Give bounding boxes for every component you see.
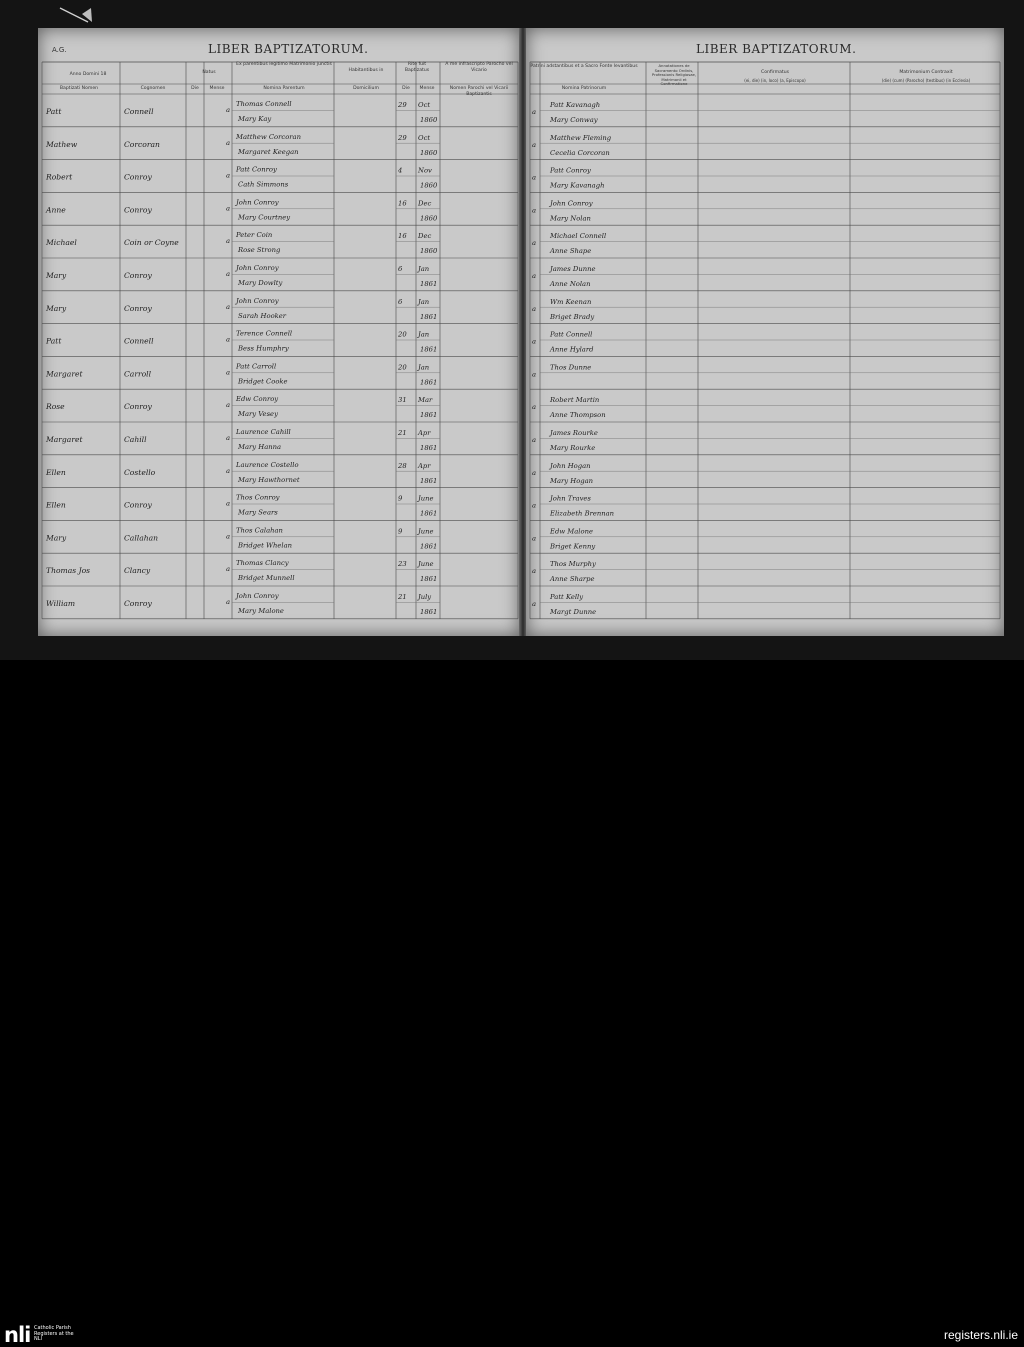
header-baptizati: Baptizati Nomen: [59, 86, 99, 91]
baptized-surname: Connell: [124, 336, 154, 346]
father-name: John Conroy: [236, 296, 279, 305]
header-anno: Anno Domini 18: [69, 72, 107, 77]
sponsor-1: John Traves: [550, 494, 591, 503]
header-ritu: Rite fuit Baptizatus: [404, 62, 430, 73]
baptism-day: 28: [398, 461, 407, 470]
sponsor-2: Anne Hylard: [550, 345, 594, 354]
baptism-year: 1861: [420, 575, 438, 584]
baptism-day: 4: [398, 166, 403, 175]
baptism-year: 1861: [420, 542, 438, 551]
ditto-mark: a: [532, 468, 537, 477]
baptism-day: 9: [398, 527, 403, 536]
header-ritu-die: Die: [402, 86, 410, 91]
mother-name: Bridget Whelan: [238, 541, 293, 550]
ditto-mark: a: [226, 434, 231, 442]
ditto-mark: a: [532, 600, 537, 608]
mother-name: Mary Courtney: [238, 213, 291, 222]
left-page: [38, 28, 520, 636]
ditto-mark: a: [532, 501, 537, 510]
ditto-mark: a: [532, 206, 537, 215]
baptized-surname: Conroy: [124, 271, 152, 280]
baptized-name: Rose: [46, 402, 65, 412]
baptism-month: Dec: [418, 199, 432, 208]
header-confirmatus-sub: (ei, die) (in, loco) (a, Episcopo): [744, 78, 806, 83]
baptism-month: Dec: [418, 232, 432, 241]
baptized-surname: Costello: [124, 467, 156, 477]
left-page-title: LIBER BAPTIZATORUM.: [208, 42, 369, 56]
mother-name: Bridget Cooke: [238, 377, 288, 386]
baptized-name: Mary: [46, 271, 67, 280]
sponsor-1: Patt Conroy: [550, 166, 591, 175]
header-cognomen: Cognomen: [140, 86, 166, 91]
ditto-mark: a: [532, 272, 537, 280]
ditto-mark: a: [226, 466, 231, 475]
baptism-month: Mar: [418, 396, 433, 405]
father-name: John Conroy: [236, 264, 279, 272]
sponsor-2: Anne Thompson: [550, 411, 606, 420]
mother-name: Mary Vesey: [238, 410, 278, 419]
baptism-month: June: [418, 494, 434, 503]
father-name: Terence Connell: [236, 329, 293, 338]
header-domicilium: Domicilium: [353, 86, 379, 91]
ditto-mark: a: [226, 204, 231, 213]
father-name: Peter Coin: [236, 231, 273, 240]
register-scan: [0, 0, 1024, 660]
father-name: Patt Carroll: [236, 362, 277, 371]
baptized-name: Mathew: [46, 139, 78, 149]
sponsor-2: Mary Rourke: [550, 444, 596, 452]
baptism-day: 21: [398, 593, 407, 601]
header-habitantibus: Habitantibus in: [348, 68, 384, 73]
sponsor-1: John Hogan: [550, 461, 591, 470]
baptism-day: 29: [398, 133, 407, 142]
ditto-mark: a: [532, 108, 537, 116]
father-name: Laurence Cahill: [236, 428, 291, 436]
baptism-year: 1860: [420, 181, 438, 190]
father-name: John Conroy: [236, 198, 279, 207]
sponsor-2: Cecelia Corcoran: [550, 148, 610, 157]
baptized-surname: Conroy: [124, 172, 152, 182]
header-matrimonium-sub: (die) (cum) (Parocho) (testibus) (in Ecclesia): [881, 78, 971, 83]
ditto-mark: a: [226, 106, 231, 114]
sponsor-2: Mary Conway: [550, 116, 598, 124]
sponsor-2: Mary Hogan: [550, 476, 594, 485]
nli-logo[interactable]: nli: [4, 1323, 31, 1347]
baptized-name: Ellen: [46, 467, 66, 477]
mother-name: Margaret Keegan: [238, 147, 299, 156]
mother-name: Bess Humphry: [238, 344, 289, 353]
baptism-day: 21: [398, 429, 407, 437]
mother-name: Mary Sears: [238, 508, 278, 517]
page-number: A.G.: [52, 46, 67, 54]
site-link[interactable]: registers.nli.ie: [943, 1328, 1018, 1342]
header-nomina-parentum: Nomina Parentum: [263, 86, 305, 91]
header-confirmatus: Confirmatus: [760, 70, 790, 75]
baptism-year: 1861: [420, 444, 438, 452]
header-a-me: A me infrascripto Parocho vel Vicario: [445, 62, 513, 73]
header-nomen-parochi: Nomen Parochi vel Vicarii Baptizantis: [449, 86, 509, 97]
sponsor-1: Robert Martin: [550, 396, 600, 405]
baptism-day: 29: [398, 101, 407, 109]
baptized-surname: Connell: [124, 107, 154, 116]
header-matrimonium: Matrimonium Contraxit: [899, 70, 953, 75]
header-patrini: Patrini adstantibus et a Sacro Fonte levantibus: [530, 64, 638, 69]
sponsor-2: Briget Kenny: [550, 542, 596, 551]
baptism-year: 1861: [420, 608, 438, 616]
sponsor-2: Anne Nolan: [550, 280, 591, 288]
baptism-day: 9: [398, 494, 403, 503]
ditto-mark: a: [226, 335, 231, 344]
baptism-month: June: [418, 560, 434, 569]
baptism-month: Jan: [418, 297, 430, 306]
baptized-name: William: [46, 599, 76, 608]
father-name: Edw Conroy: [236, 395, 279, 404]
ditto-mark: a: [226, 565, 231, 574]
right-page: [526, 28, 1004, 636]
mother-name: Mary Dowlty: [238, 279, 283, 287]
baptized-name: Patt: [46, 336, 62, 346]
ditto-mark: a: [226, 302, 231, 311]
baptism-month: Apr: [418, 429, 431, 437]
baptism-year: 1861: [420, 411, 438, 420]
baptized-surname: Callahan: [124, 533, 159, 543]
baptism-year: 1861: [420, 378, 438, 387]
baptized-name: Margaret: [46, 435, 83, 444]
baptized-name: Ellen: [46, 500, 66, 510]
baptized-surname: Clancy: [124, 566, 151, 576]
baptism-year: 1861: [420, 476, 438, 485]
baptism-day: 6: [398, 297, 403, 306]
sponsor-1: Edw Malone: [550, 527, 593, 536]
mother-name: Mary Malone: [238, 607, 284, 615]
baptism-year: 1861: [420, 312, 438, 321]
sponsor-2: Mary Nolan: [550, 214, 591, 223]
baptized-surname: Conroy: [124, 205, 152, 215]
baptized-name: Margaret: [46, 369, 83, 379]
mother-name: Mary Hawthornet: [238, 475, 300, 484]
baptized-name: Michael: [46, 238, 77, 248]
baptism-year: 1861: [420, 345, 438, 354]
ditto-mark: a: [532, 370, 537, 379]
sponsor-1: James Rourke: [550, 429, 598, 437]
header-die: Die: [191, 86, 199, 91]
ditto-mark: a: [532, 173, 537, 182]
sponsor-2: Anne Shape: [550, 247, 592, 256]
baptism-day: 16: [398, 232, 407, 241]
mother-name: Bridget Munnell: [238, 574, 295, 583]
baptism-day: 6: [398, 265, 403, 273]
baptized-surname: Cahill: [124, 435, 147, 444]
sponsor-2: Anne Sharpe: [550, 575, 595, 584]
baptism-year: 1861: [420, 509, 438, 518]
sponsor-2: Margt Dunne: [550, 608, 597, 616]
sponsor-1: John Conroy: [550, 199, 593, 208]
baptism-day: 16: [398, 199, 407, 208]
baptized-name: Mary: [46, 303, 67, 313]
right-page-title: LIBER BAPTIZATORUM.: [696, 42, 857, 56]
sponsor-1: Thos Dunne: [550, 363, 592, 372]
baptism-year: 1860: [420, 116, 438, 124]
baptism-month: Apr: [418, 461, 431, 470]
ditto-mark: a: [532, 337, 537, 346]
header-natus: Natus: [202, 70, 216, 75]
sponsor-1: Michael Connell: [550, 232, 607, 241]
baptism-month: Jan: [418, 330, 430, 339]
sponsor-1: Patt Kavanagh: [550, 101, 601, 109]
ditto-mark: a: [532, 403, 537, 412]
baptized-surname: Coin or Coyne: [124, 238, 179, 248]
baptism-year: 1860: [420, 247, 438, 256]
baptized-name: Mary: [46, 533, 67, 543]
baptism-year: 1861: [420, 280, 438, 288]
header-parentes: Ex parentibus legitimo Matrimonio junctis: [236, 62, 332, 67]
sponsor-2: Elizabeth Brennan: [550, 509, 615, 518]
baptized-surname: Carroll: [124, 369, 152, 379]
ditto-mark: a: [226, 532, 231, 541]
baptized-surname: Conroy: [124, 402, 152, 412]
baptism-day: 31: [398, 396, 407, 405]
baptized-name: Patt: [46, 107, 62, 116]
header-annotationes: Annotationes de Sacramento Ordinis, Professionis Religiosae, Matrimonii et Confirmatione: [651, 63, 697, 87]
sponsor-2: Mary Kavanagh: [550, 181, 605, 190]
sponsor-2: Briget Brady: [550, 312, 595, 321]
sponsor-1: James Dunne: [550, 265, 596, 273]
sponsor-1: Patt Kelly: [550, 593, 584, 601]
footer-bar: [0, 660, 1024, 1347]
ditto-mark: a: [226, 401, 231, 410]
baptized-name: Thomas Jos: [46, 566, 91, 576]
father-name: Laurence Costello: [236, 460, 299, 469]
pin-icon: [58, 4, 94, 26]
mother-name: Mary Kay: [238, 115, 272, 123]
father-name: Thos Conroy: [236, 493, 280, 502]
ditto-mark: a: [532, 436, 537, 444]
nli-caption: Catholic Parish Registers at the NLI: [34, 1325, 74, 1343]
baptized-surname: Conroy: [124, 500, 152, 510]
baptism-month: July: [418, 593, 432, 601]
mother-name: Mary Hanna: [238, 443, 282, 451]
baptism-month: Oct: [418, 133, 431, 142]
father-name: Thomas Connell: [236, 100, 292, 108]
header-nomina-patrinorum: Nomina Patrinorum: [561, 86, 607, 91]
mother-name: Rose Strong: [238, 246, 281, 255]
baptism-month: June: [418, 527, 434, 536]
mother-name: Cath Simmons: [238, 180, 289, 189]
baptism-day: 23: [398, 560, 407, 569]
ditto-mark: a: [532, 140, 537, 149]
ditto-mark: a: [532, 239, 537, 248]
ditto-mark: a: [226, 171, 231, 180]
header-mense: Mense: [209, 86, 225, 91]
sponsor-1: Patt Connell: [550, 330, 593, 339]
baptism-month: Nov: [418, 166, 432, 175]
father-name: Thos Calahan: [236, 526, 283, 535]
ditto-mark: a: [226, 270, 231, 278]
baptism-day: 20: [398, 330, 407, 339]
baptism-month: Oct: [418, 101, 431, 109]
baptized-surname: Corcoran: [124, 139, 160, 149]
father-name: Thomas Clancy: [236, 559, 289, 568]
ditto-mark: a: [532, 567, 537, 576]
baptized-surname: Conroy: [124, 303, 152, 313]
father-name: John Conroy: [236, 592, 279, 600]
baptism-year: 1860: [420, 214, 438, 223]
ditto-mark: a: [226, 368, 231, 377]
ditto-mark: a: [226, 237, 231, 246]
ditto-mark: a: [226, 138, 231, 147]
sponsor-1: Wm Keenan: [550, 297, 592, 306]
father-name: Patt Conroy: [236, 165, 277, 174]
ditto-mark: a: [226, 499, 231, 508]
sponsor-1: Matthew Fleming: [550, 133, 612, 142]
father-name: Matthew Corcoran: [236, 132, 301, 141]
mother-name: Sarah Hooker: [238, 311, 287, 320]
header-ritu-mense: Mense: [419, 86, 435, 91]
baptized-name: Robert: [46, 172, 73, 182]
baptism-month: Jan: [418, 265, 430, 273]
baptism-day: 20: [398, 363, 407, 372]
ditto-mark: a: [532, 304, 537, 313]
right-ledger-grid: [526, 28, 1004, 636]
baptized-name: Anne: [46, 205, 66, 215]
ditto-mark: a: [226, 598, 231, 606]
left-ledger-grid: [38, 28, 520, 636]
ditto-mark: a: [532, 534, 537, 543]
baptized-surname: Conroy: [124, 599, 152, 608]
baptism-month: Jan: [418, 363, 430, 372]
sponsor-1: Thos Murphy: [550, 560, 596, 569]
baptism-year: 1860: [420, 148, 438, 157]
